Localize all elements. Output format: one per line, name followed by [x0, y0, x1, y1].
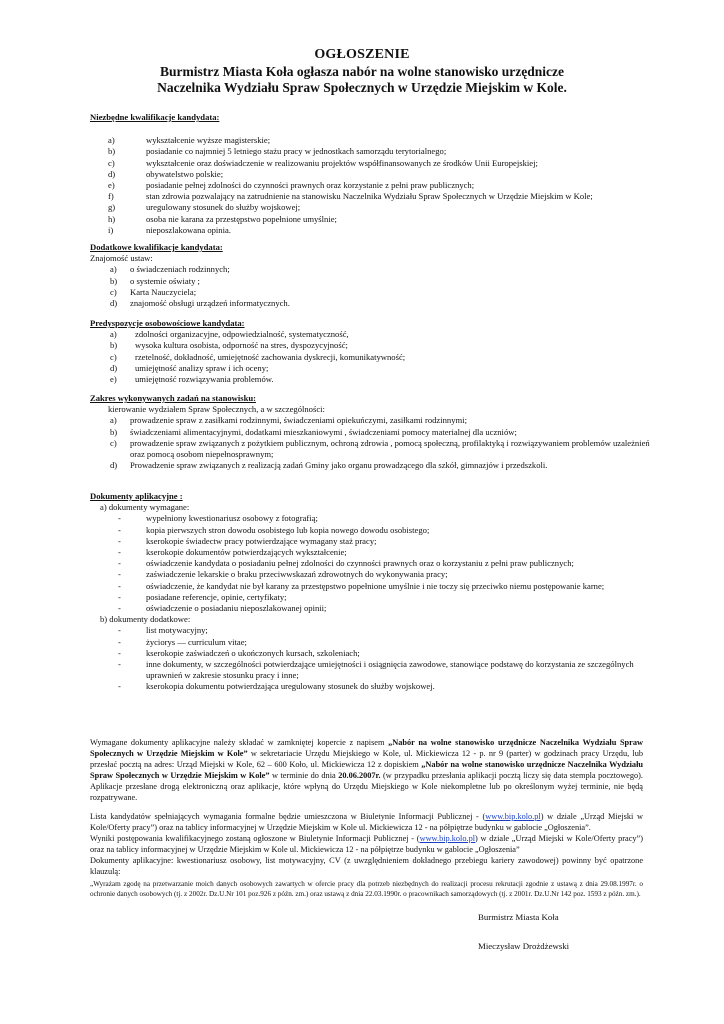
additional-document [90, 681, 650, 692]
predispositions-section [90, 318, 650, 385]
submission-text-3: w terminie do dnia [269, 770, 339, 780]
required-document-marker: - [118, 603, 121, 614]
required-item-text: wykształcenie oraz doświadczenie w realizowaniu projektów współfinansowanych ze środków Unii Europejskiej; [146, 157, 538, 168]
required-item [90, 135, 650, 146]
tasks-intro: kierowanie wydziałem Spraw Społecznych, a w szczególności: [108, 404, 325, 415]
predisposition-item-marker: b) [110, 340, 118, 351]
required-qualifications-list [90, 135, 650, 236]
required-document [90, 603, 650, 614]
required-document [90, 581, 650, 592]
required-item-text: nieposzlakowana opinia. [146, 224, 231, 235]
documents-title: Dokumenty aplikacyjne : [90, 491, 183, 501]
required-item [90, 214, 650, 225]
predisposition-item-text: zdolności organizacyjne, odpowiedzialność, systematyczność, [135, 329, 349, 340]
required-item-marker: g) [108, 202, 116, 213]
required-document-text: wypełniony kwestionariusz osobowy z fotografią; [146, 513, 318, 524]
required-item-marker: i) [108, 224, 114, 235]
required-item-text: stan zdrowia pozwalający na zatrudnienie na stanowisku Naczelnika Wydziału Spraw Społecznych w Urzędzie Miejskim w Kole; [146, 191, 593, 202]
required-document-marker: - [118, 558, 121, 569]
additional-document-text: inne dokumenty, w szczególności potwierdzające umiejętności i osiągnięcia zawodowe, stanowiące podstawę do korzystania ze szczególnych uprawnień w zakresie stosunku pracy i inne; [146, 659, 634, 681]
bip-link-2[interactable]: www.bip.kolo.pl [419, 833, 476, 843]
required-documents-list [90, 513, 650, 614]
required-document [90, 592, 650, 603]
predisposition-item [90, 352, 650, 363]
required-item-marker: a) [108, 135, 115, 146]
tasks-section [90, 393, 650, 471]
predisposition-item-marker: a) [110, 329, 117, 340]
required-item-marker: e) [108, 180, 115, 191]
submission-text-2: w sekretariacie Urzędu Miejskiego w Kole, ul. Mickiewicza 12 - p. nr 9 (parter) w godzinach pracy Urzędu, lub przesłać pocztą na adres: Urząd Miejski w Kole, 62 – 600 Koło, ul. Mickiewicza 12 z dopiskiem [90, 748, 643, 769]
predisposition-item-marker: d) [110, 362, 118, 373]
additional-document-marker: - [118, 636, 121, 647]
required-document-marker: - [118, 547, 121, 558]
required-qualifications-title: Niezbędne kwalifikacje kandydata: [90, 112, 220, 122]
task-item-text: prowadzenie spraw z zasiłkami rodzinnymi, świadczeniami opiekuńczymi, zasiłkami rodzinnymi; [130, 415, 467, 426]
additional-item-marker: a) [110, 264, 117, 275]
additional-document [90, 625, 650, 636]
additional-item-marker: b) [110, 275, 118, 286]
additional-qualifications-title: Dodatkowe kwalifikacje kandydata: [90, 242, 223, 252]
task-item [90, 438, 650, 460]
required-item [90, 169, 650, 180]
required-document [90, 558, 650, 569]
predisposition-item-marker: c) [110, 351, 117, 362]
required-document-marker: - [118, 591, 121, 602]
task-item-text: Prowadzenie spraw związanych z realizacją zadań Gminy jako organu prowadzącego dla szkół, gimnazjów i przedszkoli. [130, 460, 548, 471]
additional-qualifications-list [90, 264, 650, 309]
predisposition-item-text: umiejętność rozwiązywania problemów. [135, 374, 274, 385]
required-document-text: kserokopie dokumentów potwierdzających wykształcenie; [146, 547, 347, 558]
required-item-marker: b) [108, 146, 116, 157]
required-qualifications-section [90, 112, 650, 236]
additional-item [90, 264, 650, 275]
additional-document [90, 659, 650, 681]
required-document-text: oświadczenie, że kandydat nie był karany za przestępstwo popełnione umyślnie i nie toczy się przeciwko niemu postępowanie karne; [146, 580, 605, 591]
required-item [90, 146, 650, 157]
additional-qualifications-section [90, 242, 650, 309]
required-document-text: posiadane referencje, opinie, certyfikaty; [146, 591, 287, 602]
required-item-text: obywatelstwo polskie; [146, 168, 224, 179]
candidate-list-info [90, 812, 643, 834]
additional-document-marker: - [118, 647, 121, 658]
additional-item-marker: d) [110, 298, 118, 309]
candidate-list-text: Lista kandydatów spełniających wymagania formalne będzie umieszczona w Biuletynie Informacji Publicznej - ( [90, 812, 486, 821]
predisposition-item [90, 340, 650, 351]
required-item-marker: c) [108, 157, 115, 168]
required-item-text: osoba nie karana za przestępstwo popełnione umyślnie; [146, 213, 337, 224]
additional-document [90, 648, 650, 659]
signature-role: Burmistrz Miasta Koła [478, 912, 559, 922]
task-item-marker: b) [110, 426, 118, 437]
predisposition-item [90, 329, 650, 340]
required-document-marker: - [118, 524, 121, 535]
signature-name: Mieczysław Drożdżewski [478, 941, 570, 951]
additional-document [90, 637, 650, 648]
task-item-marker: d) [110, 460, 118, 471]
required-item-text: wykształcenie wyższe magisterskie; [146, 135, 271, 146]
additional-item-text: o systemie oświaty ; [130, 275, 200, 286]
submission-text-4: (w przypadku przesłania aplikacji pocztą liczy się data stempla pocztowego). Aplikacje przesłane drogą elektroniczną oraz aplikacje, które wpłyną do Urzędu Miejskiego w Kole niekompletne lub po określonym wyżej terminie, nie będą rozpatrywane. [90, 770, 643, 802]
task-item [90, 415, 650, 426]
additional-item [90, 276, 650, 287]
additional-document-text: list motywacyjny; [146, 625, 208, 636]
predisposition-item [90, 374, 650, 385]
consent-clause: „Wyrażam zgodę na przetwarzanie moich danych osobowych zawartych w ofercie pracy dla potrzeb niezbędnych do realizacji procesu rekrutacji zgodnie z ustawą z dnia 29.08.1997r. o ochronie danych osobowych (tj. z 2002r. Dz.U.Nr 101 poz.926 z późn. zm.) oraz ustawą z dnia 22.03.1990r. o pracownikach samorządowych (tj. z 2001r. Dz.U.Nr 142 poz. 1593 z późn. zm.). [90, 880, 643, 898]
required-item-text: posiadanie pełnej zdolności do czynności prawnych oraz korzystanie z pełni praw publicznych; [146, 180, 475, 191]
additional-item [90, 298, 650, 309]
required-document-marker: - [118, 535, 121, 546]
additional-intro: Znajomość ustaw: [90, 253, 153, 264]
documents-section [90, 491, 650, 693]
additional-document-marker: - [118, 681, 121, 692]
publication-paragraph [90, 812, 643, 877]
tasks-list [90, 415, 650, 471]
additional-document-text: kserokopie zaświadczeń o ukończonych kursach, szkoleniach; [146, 647, 360, 658]
additional-item-text: Karta Nauczyciela; [130, 286, 197, 297]
deadline-date: 20.06.2007r. [338, 770, 381, 780]
document-subtitle: Burmistrz Miasta Koła ogłasza nabór na wolne stanowisko urzędnicze [160, 64, 564, 79]
predispositions-title: Predyspozycje osobowościowe kandydata: [90, 318, 245, 328]
required-item-text: uregulowany stosunek do służby wojskowej; [146, 202, 301, 213]
results-text: Wyniki postępowania kwalifikacyjnego zostaną ogłoszone w Biuletynie Informacji Publicznej - ( [90, 833, 420, 843]
additional-document-marker: - [118, 625, 121, 636]
predisposition-item-marker: e) [110, 374, 117, 385]
predisposition-item-text: wysoka kultura osobista, odporność na stres, dyspozycyjność; [135, 340, 348, 351]
required-item-text: posiadanie co najmniej 5 letniego stażu pracy w jednostkach samorządu terytorialnego; [146, 146, 447, 157]
predisposition-item [90, 363, 650, 374]
required-document-text: oświadczenie kandydata o posiadaniu pełnej zdolności do czynności prawnych oraz o korzystaniu z pełni praw publicznych; [146, 558, 574, 569]
additional-item-text: o świadczeniach rodzinnych; [130, 264, 230, 275]
task-item [90, 460, 650, 471]
required-item [90, 225, 650, 236]
required-document [90, 569, 650, 580]
document-subtitle-2: Naczelnika Wydziału Spraw Społecznych w Urzędzie Miejskim w Kole. [157, 80, 567, 95]
required-item [90, 180, 650, 191]
results-info [90, 834, 643, 856]
required-document-marker: - [118, 569, 121, 580]
submission-paragraph [90, 738, 643, 803]
tasks-title: Zakres wykonywanych zadań na stanowisku: [90, 393, 257, 403]
required-document-text: oświadczenie o posiadaniu nieposzlakowanej opinii; [146, 603, 327, 614]
submission-text-1: Wymagane dokumenty aplikacyjne należy składać w zamkniętej kopercie z napisem [90, 738, 389, 747]
task-item-text: świadczeniami alimentacyjnymi, dodatkami mieszkaniowymi , świadczeniami pomocy materialnej dla uczniów; [130, 426, 517, 437]
required-document [90, 525, 650, 536]
task-item-marker: c) [110, 437, 117, 448]
predisposition-item-text: rzetelność, dokładność, umiejętność zachowania dyskrecji, komunikatywność; [135, 351, 406, 362]
predispositions-list [90, 329, 650, 385]
required-item-marker: f) [108, 191, 114, 202]
required-document-marker: - [118, 513, 121, 524]
predisposition-item-text: umiejętność analizy spraw i ich oceny; [135, 362, 269, 373]
postal-label: „Nabór na wolne stanowisko urzędnicze Naczelnika Wydziału Spraw Społecznych w Urzędzie Miejskim w Kole” [90, 759, 643, 780]
additional-document-text: życiorys — curriculum vitae; [146, 636, 247, 647]
results-text-2: ) w dziale „Urząd Miejski w Kole/Oferty pracy”) oraz na tablicy informacyjnej w Urzędzie Miejskim w Kole ul. Mickiewicza 12 - na półpiętrze budynku w gablocie „Ogłoszenia” [90, 833, 643, 854]
required-document-text: kserokopie świadectw pracy potwierdzające wymagany staż pracy; [146, 535, 377, 546]
required-item [90, 202, 650, 213]
candidate-list-text-2: ) w dziale „Urząd Miejski w Kole/Oferty pracy”) oraz na tablicy informacyjnej w Urzędzie Miejskim w Kole ul. Mickiewicza 12 - na półpiętrze budynku w gablocie „Ogłoszenia”. [90, 812, 643, 832]
required-document [90, 547, 650, 558]
additional-document-text: kserokopia dokumentu potwierdzająca uregulowany stosunek do służby wojskowej. [146, 681, 435, 692]
document-title: OGŁOSZENIE [314, 47, 410, 62]
required-document-text: kopia pierwszych stron dowodu osobistego lub kopia nowego dowodu osobistego; [146, 524, 430, 535]
additional-documents-label: b) dokumenty dodatkowe: [100, 614, 191, 625]
bip-link[interactable]: www.bip.kolo.pl [485, 812, 541, 821]
required-document-text: zaświadczenie lekarskie o braku przeciwwskazań zdrowotnych do wykonywania pracy; [146, 569, 448, 580]
additional-item-text: znajomość obsługi urządzeń informatycznych. [130, 298, 290, 309]
task-item-text: prowadzenie spraw związanych z pożytkiem publicznym, ochroną zdrowia , pomocą społeczną, profilaktyką i rozwiązywaniem problemów uzależnień oraz pomocą osobom niepełnosprawnym; [130, 437, 650, 460]
task-item [90, 427, 650, 438]
required-document [90, 536, 650, 547]
additional-document-marker: - [118, 659, 121, 670]
additional-documents-list [90, 625, 650, 692]
required-item-marker: h) [108, 213, 116, 224]
envelope-label: „Nabór na wolne stanowisko urzędnicze Naczelnika Wydziału Spraw Społecznych w Urzędzie Miejskim w Kole” [90, 738, 643, 758]
required-document-marker: - [118, 580, 121, 591]
additional-item [90, 287, 650, 298]
required-documents-label: a) dokumenty wymagane: [100, 502, 190, 513]
required-item [90, 158, 650, 169]
additional-item-marker: c) [110, 286, 117, 297]
task-item-marker: a) [110, 415, 117, 426]
required-item [90, 191, 650, 202]
required-item-marker: d) [108, 168, 116, 179]
clause-requirement: Dokumenty aplikacyjne: kwestionariusz osobowy, list motywacyjny, CV (z uwzględnieniem dokładnego przebiegu kariery zawodowej) powinny być opatrzone klauzulą: [90, 855, 643, 876]
required-document [90, 513, 650, 524]
